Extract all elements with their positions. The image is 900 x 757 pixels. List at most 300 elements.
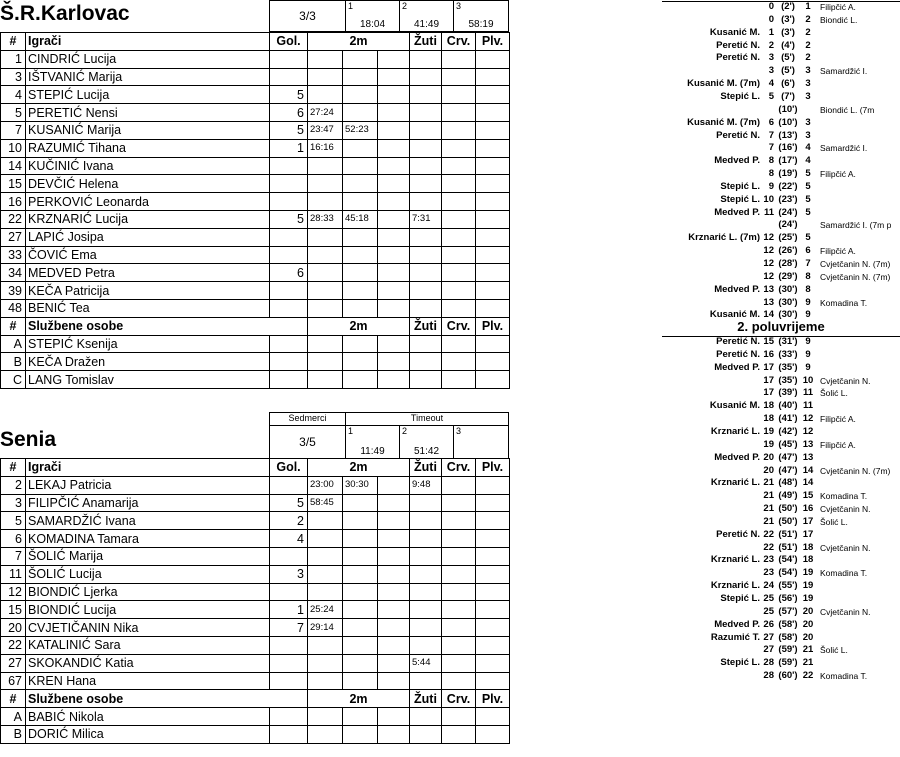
log-home-score: 5: [768, 90, 774, 102]
team1-sevens-box: [269, 0, 346, 32]
official-cell: [378, 353, 410, 371]
log-row: [662, 387, 900, 399]
player-number: 15: [1, 175, 26, 193]
player-2min-3: [378, 601, 410, 619]
header-red: Crv.: [442, 317, 476, 335]
player-number: 39: [1, 282, 26, 300]
official-cell: [442, 708, 476, 726]
log-away-score: 16: [802, 503, 814, 515]
log-away-score: 19: [802, 580, 814, 592]
player-goals: 6: [270, 264, 308, 282]
official-name: KEČA Dražen: [26, 353, 270, 371]
team1-sevens: 3/3: [299, 9, 316, 23]
official-letter: B: [1, 353, 26, 371]
log-away-player: Filipčić A.: [820, 439, 856, 450]
player-blue: [476, 476, 510, 494]
log-row: [662, 452, 900, 464]
header-goals: Gol.: [270, 33, 308, 51]
player-2min-2: [343, 547, 378, 565]
player-2min-3: [378, 565, 410, 583]
player-2min-2: [343, 654, 378, 672]
timeout-number: 2: [402, 426, 408, 436]
player-yellow: [410, 104, 442, 122]
log-away-player: Cvjetčanin N. (7m): [820, 465, 891, 476]
log-home-score: 21: [763, 503, 774, 515]
log-home-score: 21: [763, 515, 774, 527]
player-2min-2: 30:30: [343, 476, 378, 494]
log-home-score: 18: [763, 400, 774, 412]
log-row: [662, 155, 900, 167]
log-home-player: Peretić N.: [716, 336, 760, 347]
official-letter: A: [1, 708, 26, 726]
official-cell: [476, 725, 510, 743]
official-cell: [410, 708, 442, 726]
log-home-player: Stepić L.: [720, 193, 760, 205]
table-row: [1, 565, 510, 583]
log-home-score: 27: [763, 644, 774, 656]
player-red: [442, 193, 476, 211]
player-2min-2: [343, 583, 378, 601]
table-row: [1, 494, 510, 512]
official-cell: [476, 335, 510, 353]
header-yellow: Žuti: [410, 690, 442, 708]
player-name: SKOKANDIĆ Katia: [26, 654, 270, 672]
log-away-player: Samardžić I.: [820, 66, 868, 77]
log-home-score: 27: [763, 631, 774, 643]
official-cell: [270, 353, 308, 371]
log-row: [662, 14, 900, 26]
header-yellow: Žuti: [410, 317, 442, 335]
team1-name: Š.R.Karlovac: [0, 2, 130, 25]
player-name: IŠTVANIĆ Marija: [26, 68, 270, 86]
log-away-player: Šolić L.: [820, 645, 848, 656]
table-row: [1, 104, 510, 122]
player-blue: [476, 654, 510, 672]
player-2min-3: [378, 476, 410, 494]
official-cell: [343, 353, 378, 371]
official-name: STEPIĆ Ksenija: [26, 335, 270, 353]
log-minute: (58'): [778, 631, 798, 643]
log-home-player: Krznarić L.: [710, 554, 760, 566]
log-away-score: 1: [805, 1, 811, 12]
log-home-score: 25: [763, 593, 774, 604]
log-home-score: 25: [763, 605, 774, 617]
player-number: 27: [1, 654, 26, 672]
log-home-score: 0: [768, 13, 774, 25]
table-row: [1, 210, 510, 228]
player-2min-3: [378, 157, 410, 175]
player-2min-2: [343, 139, 378, 157]
player-2min-2: [343, 50, 378, 68]
player-2min-2: [343, 565, 378, 583]
player-2min-2: [343, 246, 378, 264]
table-row: [1, 228, 510, 246]
log-minute: (13'): [778, 129, 798, 141]
player-number: 5: [1, 104, 26, 122]
header-players: Igrači: [26, 33, 270, 51]
player-red: [442, 246, 476, 264]
player-red: [442, 530, 476, 548]
header-goals: Gol.: [270, 459, 308, 477]
log-row: [662, 40, 900, 52]
player-2min-3: [378, 246, 410, 264]
player-2min-1: [308, 512, 343, 530]
log-away-score: 3: [805, 78, 811, 90]
player-2min-3: [378, 282, 410, 300]
log-away-score: 21: [802, 644, 814, 656]
log-row: [662, 657, 900, 669]
log-minute: (59'): [778, 644, 798, 656]
player-blue: [476, 175, 510, 193]
official-row: [1, 335, 510, 353]
player-2min-2: [343, 68, 378, 86]
official-row: [1, 725, 510, 743]
log-minute: (30'): [778, 296, 798, 308]
player-number: 22: [1, 210, 26, 228]
log-home-score: 1: [768, 26, 774, 38]
log-away-score: 5: [805, 193, 811, 205]
player-yellow: [410, 565, 442, 583]
player-2min-2: [343, 601, 378, 619]
player-name: KOMADINA Tamara: [26, 530, 270, 548]
log-home-player: Krznarić L. (7m): [688, 232, 760, 244]
player-red: [442, 228, 476, 246]
log-minute: (30'): [778, 283, 798, 295]
player-2min-3: [378, 50, 410, 68]
player-red: [442, 672, 476, 690]
log-row: [662, 632, 900, 644]
player-name: KUSANIĆ Marija: [26, 121, 270, 139]
log-row: [662, 207, 900, 219]
player-blue: [476, 512, 510, 530]
player-number: 16: [1, 193, 26, 211]
team2-players-table: [0, 458, 510, 744]
header-number: #: [1, 33, 26, 51]
player-yellow: [410, 547, 442, 565]
player-name: LEKAJ Patricia: [26, 476, 270, 494]
team2-sevens: 3/5: [299, 435, 316, 449]
table-row: [1, 68, 510, 86]
log-home-score: 19: [763, 438, 774, 450]
log-home-score: 15: [763, 336, 774, 347]
log-row: [662, 490, 900, 502]
log-away-score: 8: [805, 283, 811, 295]
player-2min-3: [378, 68, 410, 86]
log-away-score: 9: [805, 336, 811, 347]
official-cell: [270, 335, 308, 353]
player-yellow: [410, 50, 442, 68]
table-row: [1, 476, 510, 494]
player-2min-1: 27:24: [308, 104, 343, 122]
player-2min-1: 25:24: [308, 601, 343, 619]
log-home-score: 3: [768, 52, 774, 64]
log-home-score: 8: [768, 155, 774, 167]
log-row: [662, 644, 900, 656]
log-row: [662, 168, 900, 180]
player-red: [442, 299, 476, 317]
player-blue: [476, 104, 510, 122]
log-home-score: 9: [768, 180, 774, 192]
official-cell: [476, 371, 510, 389]
log-away-player: Biondić L.: [820, 14, 858, 25]
log-home-score: 13: [763, 296, 774, 308]
header-officials: Službene osobe: [26, 690, 308, 708]
log-row: [662, 194, 900, 206]
log-away-score: 8: [805, 270, 811, 282]
header-red: Crv.: [442, 690, 476, 708]
log-home-player: Peretić N.: [716, 129, 760, 141]
timeout-number: 3: [456, 426, 462, 436]
log-home-score: 22: [763, 528, 774, 540]
player-goals: [270, 636, 308, 654]
player-2min-2: [343, 636, 378, 654]
player-number: 7: [1, 121, 26, 139]
player-yellow: [410, 68, 442, 86]
team2-sevens-box: [269, 425, 346, 459]
header-red: Crv.: [442, 33, 476, 51]
player-2min-1: [308, 193, 343, 211]
player-blue: [476, 565, 510, 583]
player-2min-2: [343, 175, 378, 193]
player-goals: 5: [270, 210, 308, 228]
player-2min-1: [308, 654, 343, 672]
player-red: [442, 601, 476, 619]
player-blue: [476, 121, 510, 139]
player-number: 10: [1, 139, 26, 157]
log-home-score: 28: [763, 657, 774, 669]
official-row: [1, 708, 510, 726]
log-minute: (17'): [778, 155, 798, 167]
log-home-score: 14: [763, 309, 774, 321]
log-away-player: Cvjetčanin N.: [820, 375, 871, 386]
player-goals: 3: [270, 565, 308, 583]
log-away-player: Cvjetčanin N.: [820, 606, 871, 617]
log-away-player: Šolić L.: [820, 516, 848, 527]
log-home-score: 26: [763, 618, 774, 630]
player-yellow: [410, 121, 442, 139]
official-cell: [308, 371, 343, 389]
player-number: 14: [1, 157, 26, 175]
player-blue: [476, 636, 510, 654]
timeout-number: 3: [456, 1, 462, 11]
log-home-player: Medved P.: [714, 155, 760, 167]
table-row: [1, 619, 510, 637]
player-goals: [270, 50, 308, 68]
player-2min-3: [378, 636, 410, 654]
log-home-score: 7: [768, 129, 774, 141]
player-2min-2: [343, 299, 378, 317]
officials-header-row: [1, 690, 510, 708]
log-row: [662, 232, 900, 244]
player-2min-1: [308, 565, 343, 583]
log-home-player: Stepić L.: [720, 593, 760, 604]
player-2min-3: [378, 494, 410, 512]
log-row: [662, 400, 900, 412]
player-goals: 5: [270, 494, 308, 512]
table-row: [1, 547, 510, 565]
official-cell: [378, 725, 410, 743]
log-home-score: 21: [763, 477, 774, 489]
log-away-score: 12: [802, 425, 814, 437]
log-away-score: 3: [805, 90, 811, 102]
player-2min-1: [308, 68, 343, 86]
log-home-player: Krznarić L.: [710, 477, 760, 489]
log-row: [662, 349, 900, 361]
player-blue: [476, 601, 510, 619]
player-goals: [270, 228, 308, 246]
log-away-score: 9: [805, 361, 811, 373]
player-name: LAPIĆ Josipa: [26, 228, 270, 246]
player-2min-2: [343, 494, 378, 512]
log-home-score: 13: [763, 283, 774, 295]
player-2min-3: [378, 193, 410, 211]
player-blue: [476, 210, 510, 228]
player-2min-1: [308, 228, 343, 246]
log-home-player: Stepić L.: [720, 180, 760, 192]
player-2min-3: [378, 86, 410, 104]
team2-sevens-label: Sedmerci: [269, 412, 346, 425]
player-goals: 4: [270, 530, 308, 548]
log-minute: (31'): [778, 336, 798, 347]
log-away-score: 2: [805, 52, 811, 64]
player-2min-1: [308, 264, 343, 282]
player-number: 22: [1, 636, 26, 654]
player-goals: [270, 68, 308, 86]
player-yellow: [410, 175, 442, 193]
player-2min-1: 29:14: [308, 619, 343, 637]
player-number: 3: [1, 494, 26, 512]
player-2min-1: [308, 282, 343, 300]
log-minute: (56'): [778, 593, 798, 604]
player-name: DEVČIĆ Helena: [26, 175, 270, 193]
log-minute: (35'): [778, 374, 798, 386]
table-row: [1, 530, 510, 548]
player-red: [442, 104, 476, 122]
player-yellow: [410, 512, 442, 530]
log-home-score: 17: [763, 387, 774, 399]
player-blue: [476, 299, 510, 317]
log-row: [662, 130, 900, 142]
player-2min-2: [343, 672, 378, 690]
player-yellow: [410, 299, 442, 317]
player-number: 1: [1, 50, 26, 68]
log-minute: (4'): [781, 39, 795, 51]
log-row: [662, 117, 900, 129]
log-away-score: 18: [802, 541, 814, 553]
official-name: BABIĆ Nikola: [26, 708, 270, 726]
log-minute: (59'): [778, 657, 798, 669]
log-home-score: 3: [768, 65, 774, 77]
log-minute: (30'): [778, 309, 798, 321]
team2-timeout-3: [453, 425, 509, 459]
player-goals: [270, 175, 308, 193]
log-away-score: 19: [802, 593, 814, 604]
log-home-player: Kusanić M. (7m): [687, 78, 760, 90]
player-name: STEPIĆ Lucija: [26, 86, 270, 104]
log-minute: (16'): [778, 142, 798, 154]
official-cell: [343, 708, 378, 726]
header-red: Crv.: [442, 459, 476, 477]
header-blue: Plv.: [476, 690, 510, 708]
player-yellow: [410, 282, 442, 300]
log-minute: (6'): [781, 78, 795, 90]
player-2min-1: [308, 583, 343, 601]
log-away-score: 2: [805, 39, 811, 51]
player-name: MEDVED Petra: [26, 264, 270, 282]
log-away-player: Cvjetčanin N. (7m): [820, 259, 891, 269]
player-goals: [270, 157, 308, 175]
team2-timeout-1: [345, 425, 400, 459]
player-red: [442, 654, 476, 672]
log-minute: (49'): [778, 490, 798, 502]
log-home-score: 28: [763, 670, 774, 682]
player-2min-2: [343, 228, 378, 246]
player-2min-2: [343, 104, 378, 122]
player-number: 5: [1, 512, 26, 530]
log-row: [662, 375, 900, 387]
player-2min-1: 28:33: [308, 210, 343, 228]
player-goals: 1: [270, 139, 308, 157]
player-goals: [270, 246, 308, 264]
player-2min-3: [378, 175, 410, 193]
player-goals: [270, 299, 308, 317]
log-minute: (45'): [778, 438, 798, 450]
player-number: 7: [1, 547, 26, 565]
log-away-score: 3: [805, 116, 811, 128]
player-yellow: [410, 530, 442, 548]
player-goals: 6: [270, 104, 308, 122]
log-home-player: Kusanić M.: [709, 400, 760, 412]
log-away-player: Komadina T.: [820, 671, 868, 682]
log-minute: (47'): [778, 464, 798, 476]
player-yellow: [410, 583, 442, 601]
log-minute: (24'): [778, 206, 798, 218]
player-number: 11: [1, 565, 26, 583]
player-yellow: [410, 157, 442, 175]
official-row: [1, 371, 510, 389]
table-header-row: [1, 459, 510, 477]
log-home-score: 22: [763, 541, 774, 553]
table-row: [1, 512, 510, 530]
log-home-score: 18: [763, 413, 774, 425]
log-home-player: Medved P.: [714, 451, 760, 463]
player-2min-1: 23:00: [308, 476, 343, 494]
log-home-player: Medved P.: [714, 618, 760, 630]
player-2min-3: [378, 583, 410, 601]
player-goals: [270, 672, 308, 690]
player-red: [442, 86, 476, 104]
team2-name: Senia: [0, 428, 57, 451]
log-minute: (10'): [778, 116, 798, 128]
log-away-player: Šolić L.: [820, 388, 848, 399]
log-home-score: 11: [763, 206, 774, 218]
official-cell: [343, 725, 378, 743]
player-goals: 5: [270, 86, 308, 104]
log-away-score: 7: [805, 258, 811, 269]
table-header-row: [1, 33, 510, 51]
timeout-time: 51:42: [413, 446, 440, 457]
log-home-score: 12: [763, 245, 774, 257]
player-2min-3: [378, 672, 410, 690]
log-away-score: 20: [802, 605, 814, 617]
log-minute: (3'): [781, 26, 795, 38]
log-minute: (41'): [778, 413, 798, 425]
log-minute: (54'): [778, 554, 798, 566]
header-blue: Plv.: [476, 459, 510, 477]
log-minute: (19'): [778, 168, 798, 180]
log-home-player: Medved P.: [714, 361, 760, 373]
log-row: [662, 619, 900, 631]
